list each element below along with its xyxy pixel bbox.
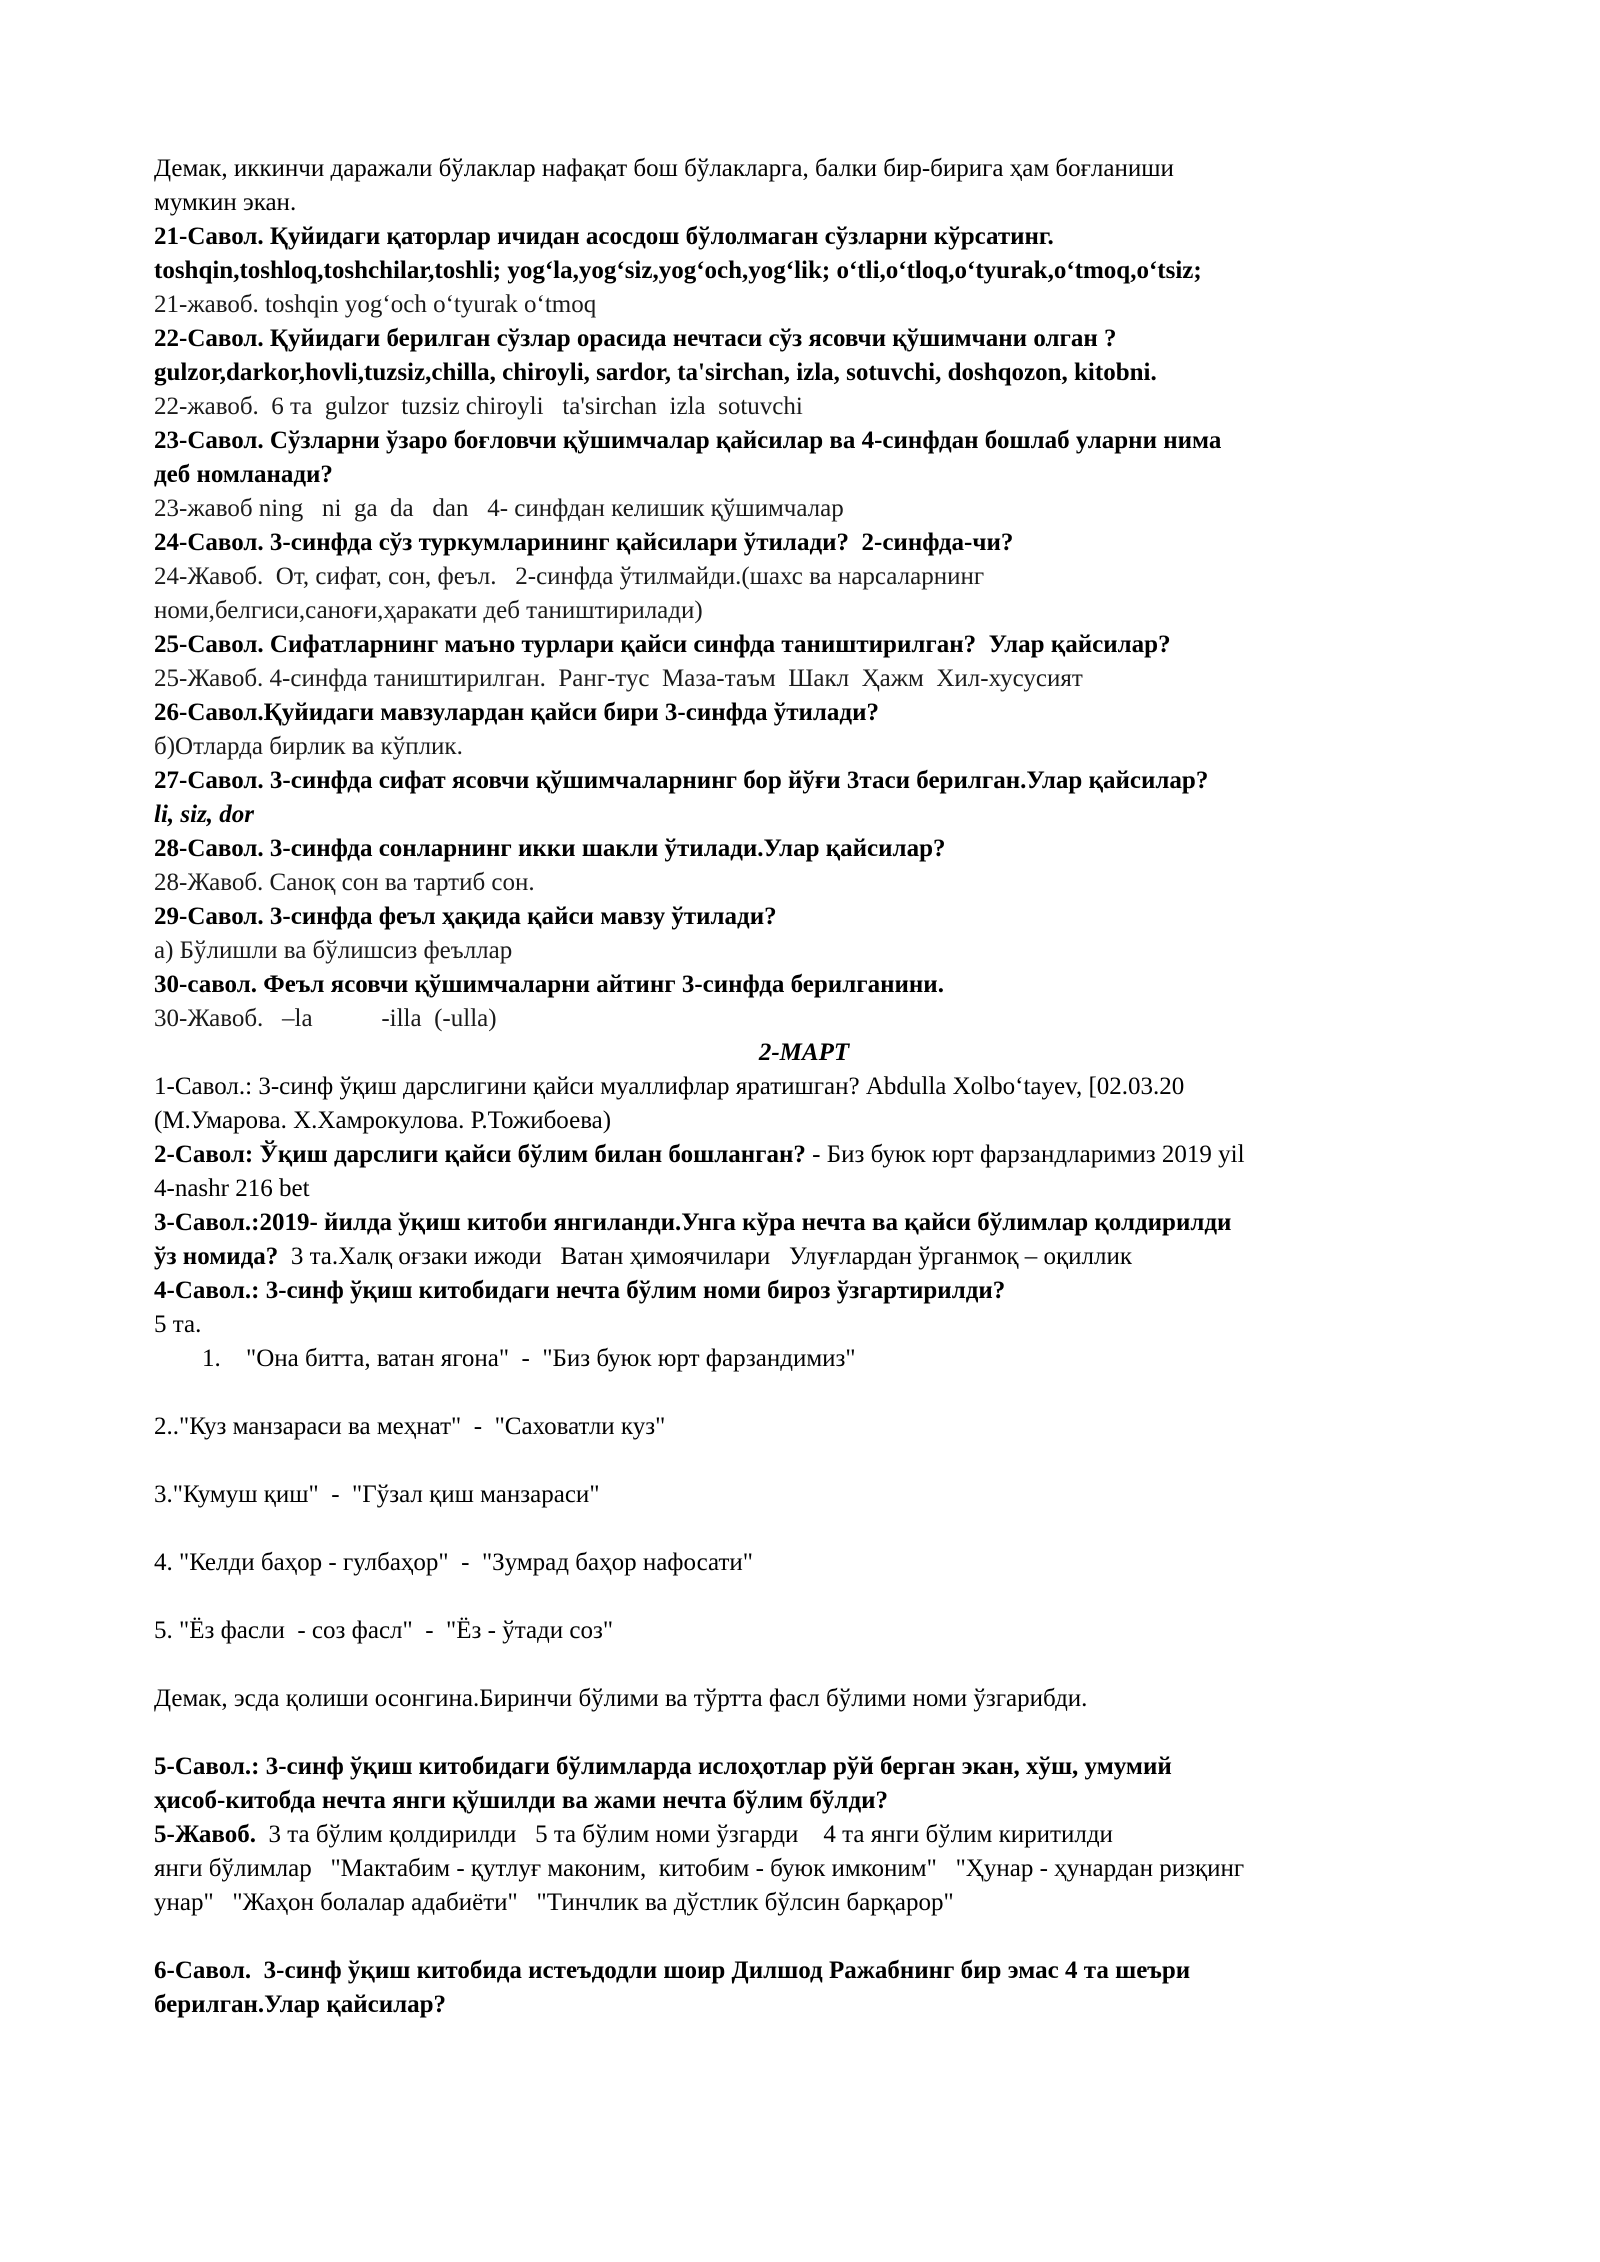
answer-27: li, siz, dor [154,801,255,828]
question-29: 29-Савол. 3-синфда феъл ҳақида қайси мавзу ўтилади? [154,903,777,930]
answer-26: б)Отларда бирлик ва кўплик. [154,733,463,760]
section-question-2-text: 2-Савол: Ўқиш дарслиги қайси бўлим билан бошланган? [154,1141,806,1168]
answer-23: 23-жавоб ning ni ga da dan 4- синфдан келишик қўшимчалар [154,495,844,522]
answer-30: 30-Жавоб. –la -illa (-ulla) [154,1005,497,1032]
spacer [154,1920,1454,1954]
spacer [154,1580,1454,1614]
answer-24-line-1: 24-Жавоб. От, сифат, сон, феъл. 2-синфда ўтилмайди.(шахс ва нарсаларнинг [154,563,985,590]
question-25: 25-Савол. Сифатларнинг маъно турлари қайси синфда таништирилган? Улар қайсилар? [154,631,1171,658]
section-answer-4: 5 та. [154,1311,202,1338]
section-question-1-line-1: 1-Савол.: 3-синф ўқиш дарслигини қайси муаллифлар яратишган? Abdulla Xolbo‘tayev, [02.03.20 [154,1073,1185,1100]
list-item-2: 2.."Куз манзараси ва меҳнат" - "Саховатли куз" [154,1413,666,1440]
spacer [154,1716,1454,1750]
section-question-3-line-2 [154,1240,1454,1274]
section-question-6-line-2: берилган.Улар қайсилар? [154,1991,447,2018]
list-item-1-text: "Она битта, ватан ягона" - "Биз буюк юрт фарзандимиз" [246,1345,856,1372]
question-24: 24-Савол. 3-синфда сўз туркумларининг қайсилари ўтилади? 2-синфда-чи? [154,529,1014,556]
section-answer-2-line-2: 4-nashr 216 bet [154,1175,310,1202]
section-answer-5-text: 3 та бўлим қолдирилди 5 та бўлим номи ўзгарди 4 та янги бўлим киритилди [256,1821,1113,1848]
answer-29: а) Бўлишли ва бўлишсиз феъллар [154,937,513,964]
question-23-line-2: деб номланади? [154,461,333,488]
answer-25: 25-Жавоб. 4-синфда таништирилган. Ранг-тус Маза-таъм Шакл Ҳажм Хил-хусусият [154,665,1083,692]
section-answer-5 [154,1818,1454,1852]
question-22-words: gulzor,darkor,hovli,tuzsiz,chilla, chiroyli, sardor, ta'sirchan, izla, sotuvchi, doshqozon, kitobni. [154,359,1157,386]
section-question-3-line-1: 3-Савол.:2019- йилда ўқиш китоби янгиланди.Унга кўра нечта ва қайси бўлимлар қолдирилди [154,1209,1232,1236]
question-22: 22-Савол. Қуйидаги берилган сўзлар орасида нечтаси сўз ясовчи қўшимчани олган ? [154,325,1117,352]
spacer [154,1648,1454,1682]
question-21-words: toshqin,toshloq,toshchilar,toshli; yog‘la,yog‘siz,yog‘och,yog‘lik; o‘tli,o‘tloq,o‘tyurak,o‘tmoq,o‘tsiz; [154,257,1202,284]
section-question-2 [154,1138,1454,1172]
intro-line-2: мумкин экан. [154,189,297,216]
question-27-text: . 3-синфда сифат ясовчи қўшимчаларнинг бор йўғи 3таси берилган.Улар қайсилар? [257,767,1209,794]
section-question-5-line-2: ҳисоб-китобда нечта янги қўшилди ва жами нечта бўлим бўлди? [154,1787,889,1814]
section-answer-5-line-3: унар" "Жаҳон болалар адабиёти" "Тинчлик ва дўстлик бўлсин барқарор" [154,1889,954,1916]
question-23-line-1: 23-Савол. Сўзларни ўзаро боғловчи қўшимчалар қайсилар ва 4-синфдан бошлаб уларни нима [154,427,1222,454]
list-item-1-number: 1. [202,1345,221,1372]
spacer [154,1376,1454,1410]
summary-text: Демак, эсда қолиши осонгина.Биринчи бўлими ва тўртта фасл бўлими номи ўзгарибди. [154,1685,1088,1712]
answer-28: 28-Жавоб. Саноқ сон ва тартиб сон. [154,869,535,896]
section-question-5-line-1: 5-Савол.: 3-синф ўқиш китобидаги бўлимларда ислоҳотлар рўй берган экан, хўш, умумий [154,1753,1172,1780]
answer-24-line-2: номи,белгиси,саноғи,ҳаракати деб таништирилади) [154,597,703,624]
section-answer-5-label: 5-Жавоб. [154,1821,257,1848]
section-question-3-end: ўз номида? [154,1243,279,1270]
list-item-4: 4. "Келди баҳор - гулбаҳор" - "Зумрад баҳор нафосати" [154,1549,753,1576]
section-answer-5-line-2: янги бўлимлар "Мактабим - қутлуғ маконим, китобим - буюк имконим" "Ҳунар - ҳунардан ризқинг [154,1855,1245,1882]
section-heading: 2-МАРТ [758,1039,850,1066]
list-item-3: 3."Кумуш қиш" - "Гўзал қиш манзараси" [154,1481,600,1508]
spacer [154,1512,1454,1546]
section-question-4: 4-Савол.: 3-синф ўқиш китобидаги нечта бўлим номи бироз ўзгартирилди? [154,1277,1006,1304]
spacer [154,1444,1454,1478]
intro-line-1: Демак, иккинчи даражали бўлаклар нафақат бош бўлакларга, балки бир-бирига ҳам боғланиши [154,155,1174,182]
answer-21: 21-жавоб. toshqin yog‘och o‘tyurak o‘tmoq [154,291,597,318]
document-body [154,152,1454,2022]
list-item-1 [154,1342,1454,1376]
section-answer-3: 3 та.Халқ оғзаки ижоди Ватан ҳимоячилари Улуғлардан ўрганмоқ – оқиллик [278,1243,1132,1270]
question-27-number: 27-Савол [154,767,258,794]
section-question-6-line-1: 6-Савол. 3-синф ўқиш китобида истеъдодли шоир Дилшод Ражабнинг бир эмас 4 та шеъри [154,1957,1191,1984]
question-30: 30-савол. Феъл ясовчи қўшимчаларни айтинг 3-синфда берилганини. [154,971,944,998]
section-question-1-line-2: (М.Умарова. Х.Хамрокулова. Р.Тожибоева) [154,1107,612,1134]
question-27 [154,764,1454,798]
section-answer-2: - Биз буюк юрт фарзандларимиз 2019 yil [805,1141,1245,1168]
answer-22: 22-жавоб. 6 та gulzor tuzsiz chiroyli ta'sirchan izla sotuvchi [154,393,803,420]
question-21: 21-Савол. Қуйидаги қаторлар ичидан асосдош бўлолмаган сўзларни кўрсатинг. [154,223,1054,250]
question-26: 26-Савол.Қуйидаги мавзулардан қайси бири 3-синфда ўтилади? [154,699,879,726]
list-item-5: 5. "Ёз фасли - соз фасл" - "Ёз - ўтади соз" [154,1617,614,1644]
question-28: 28-Савол. 3-синфда сонларнинг икки шакли ўтилади.Улар қайсилар? [154,835,946,862]
